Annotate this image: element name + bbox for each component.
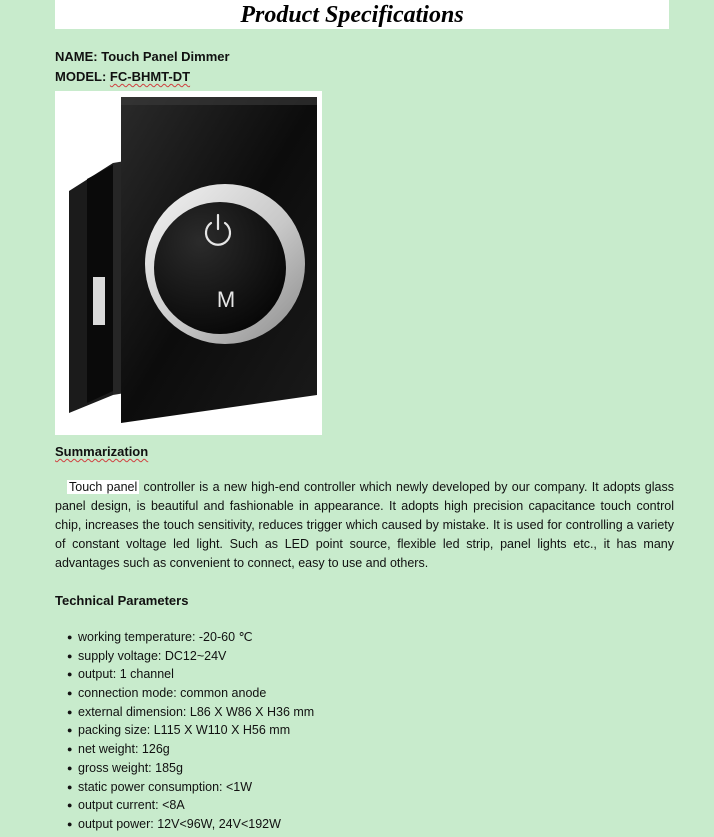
bullet-icon: ● xyxy=(67,725,73,736)
bullet-icon: ● xyxy=(67,650,73,661)
bullet-icon: ● xyxy=(67,669,73,680)
model-value: FC-BHMT-DT xyxy=(109,69,191,84)
name-label: NAME: xyxy=(55,49,98,64)
bullet-icon: ● xyxy=(67,688,73,699)
technical-parameters-heading: Technical Parameters xyxy=(55,593,189,608)
list-item: ● connection mode: common anode xyxy=(67,684,314,703)
title-banner xyxy=(55,0,669,29)
list-item: ● gross weight: 185g xyxy=(67,759,314,778)
bullet-icon: ● xyxy=(67,762,73,773)
bullet-icon: ● xyxy=(67,818,73,829)
touch-panel-illustration xyxy=(55,91,322,435)
bullet-icon: ● xyxy=(67,781,73,792)
summarization-heading: Summarization xyxy=(55,444,149,459)
bullet-icon: ● xyxy=(67,744,73,755)
list-item: ● static power consumption: <1W xyxy=(67,778,314,797)
page-title: Product Specifications xyxy=(240,2,464,28)
list-item: ● output: 1 channel xyxy=(67,665,314,684)
list-item: ● external dimension: L86 X W86 X H36 mm xyxy=(67,703,314,722)
summarization-body: controller is a new high-end controller which newly developed by our company. It adopts glass panel design, is beautiful and fashionable in appearance. It adopts high precision capacitance touch control chip, increases the touch sensitivity, reduces trigger which caused by mistake. It is used for controlling a variety of constant voltage led light. Such as LED point source, flexible led strip, panel lights etc., it has many advantages such as convenient to connect, easy to use and others. xyxy=(55,480,674,570)
bullet-icon: ● xyxy=(67,632,73,642)
list-item: ● working temperature: -20-60 ℃ xyxy=(67,628,314,647)
list-item: ● packing size: L115 X W110 X H56 mm xyxy=(67,721,314,740)
bullet-icon: ● xyxy=(67,800,73,811)
product-image xyxy=(55,91,322,435)
list-item: ● net weight: 126g xyxy=(67,740,314,759)
mode-icon: M xyxy=(216,287,236,312)
model-label: MODEL: xyxy=(55,69,107,84)
technical-parameters-list xyxy=(67,628,314,834)
highlighted-term: Touch panel xyxy=(69,480,138,494)
name-value: Touch Panel Dimmer xyxy=(101,49,230,64)
list-item: ● supply voltage: DC12~24V xyxy=(67,647,314,666)
model-line xyxy=(55,69,190,84)
touch-ring-inner xyxy=(154,202,286,334)
name-line xyxy=(55,49,230,64)
bullet-icon: ● xyxy=(67,706,73,717)
summarization-text xyxy=(55,478,674,573)
list-item: ● output power: 12V<96W, 24V<192W xyxy=(67,815,314,834)
list-item: ● output current: <8A xyxy=(67,796,314,815)
